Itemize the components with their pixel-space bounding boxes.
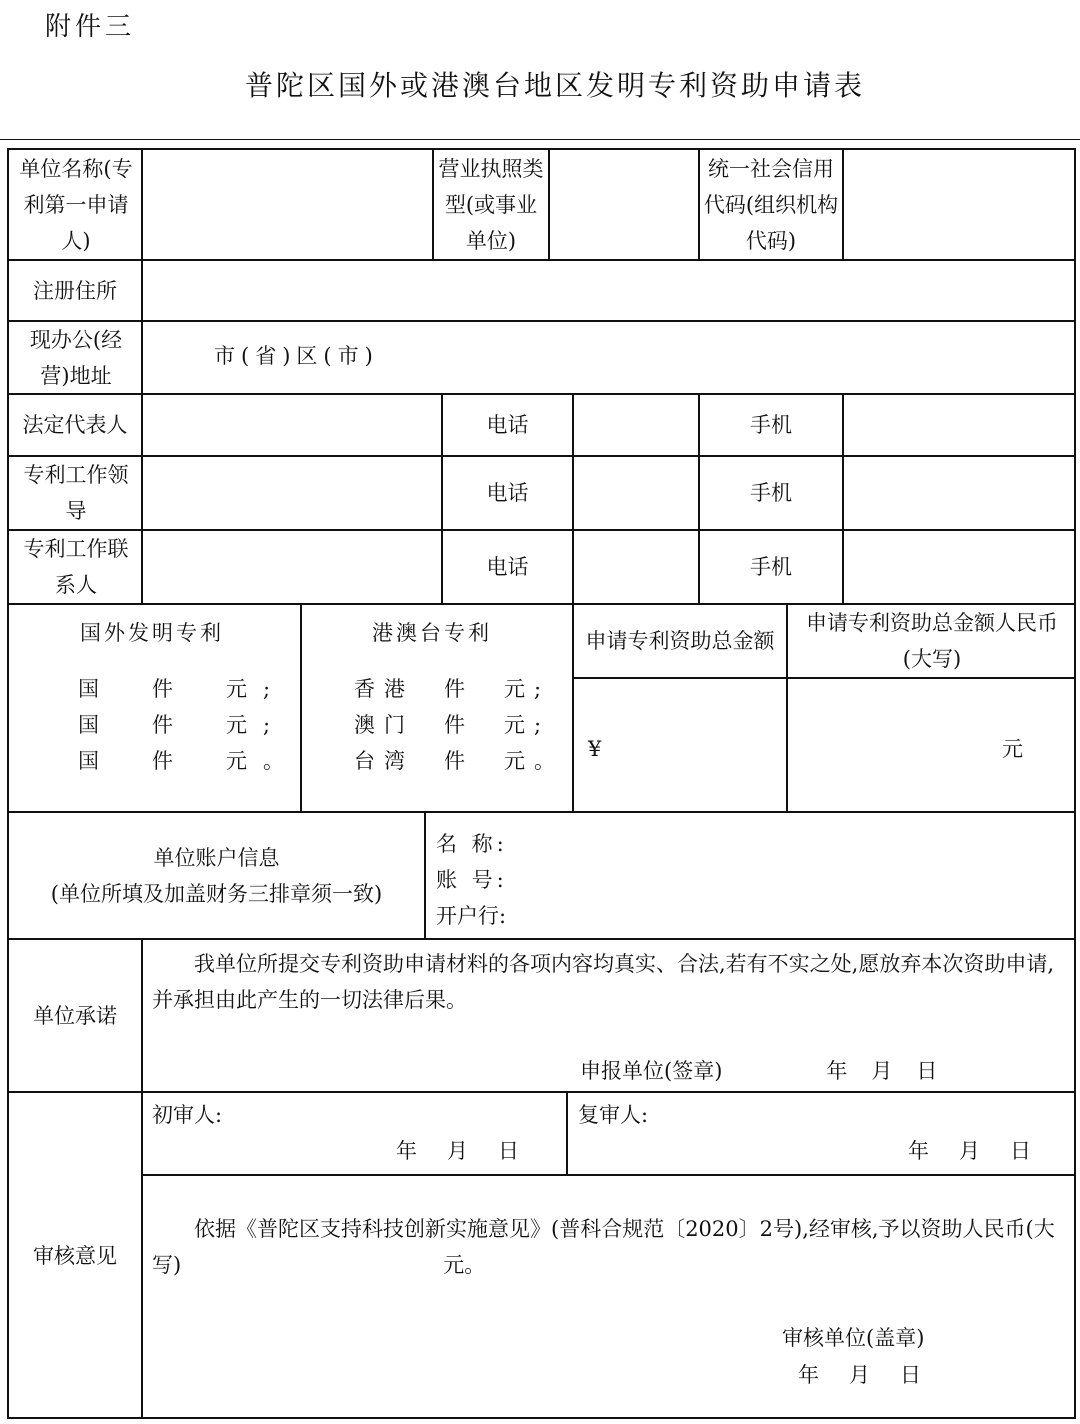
hmt-patent-line-2[interactable]: 澳门 件 元;: [354, 713, 551, 737]
second-review-day: 日: [1010, 1139, 1031, 1163]
commitment-label: 单位承诺: [33, 1003, 117, 1028]
office-address-label: 现办公(经营)地址: [29, 327, 123, 388]
patent-leader-label: 专利工作领导: [23, 463, 129, 523]
patent-leader-phone-label: 电话: [486, 481, 529, 505]
review-unit-day: 日: [900, 1363, 921, 1387]
total-rmb-yuan: 元: [1002, 737, 1023, 761]
registered-address-label: 注册住所: [33, 278, 117, 303]
legal-rep-phone-label: 电话: [486, 413, 529, 437]
account-bank-field[interactable]: [520, 898, 1060, 932]
review-unit-month: 月: [849, 1363, 870, 1387]
patent-leader-mobile-label: 手机: [750, 481, 792, 505]
second-reviewer-label: 复审人:: [578, 1103, 649, 1127]
hmt-patent-line-3[interactable]: 台湾 件 元。: [354, 749, 564, 773]
patent-contact-phone-label: 电话: [486, 555, 529, 579]
review-opinion-text: [152, 1211, 1068, 1283]
first-review-year: 年: [396, 1139, 417, 1163]
foreign-patents-header: 国外发明专利: [80, 621, 224, 645]
account-name-label: 名 称:: [436, 832, 508, 856]
review-opinion-main: 依据《普陀区支持科技创新实施意见》(普科合规范〔2020〕2号),经审核,予以资助人民币(大写): [152, 1217, 1055, 1277]
patent-leader-mobile-field[interactable]: [844, 457, 1074, 529]
second-review-month: 月: [959, 1139, 980, 1163]
unit-name-label: 单位名称(专利第一申请人): [19, 156, 133, 253]
second-review-year: 年: [908, 1139, 929, 1163]
review-unit-label: 审核单位(盖章): [782, 1326, 925, 1350]
commitment-day: 日: [916, 1059, 938, 1083]
registered-address-field[interactable]: [143, 261, 1074, 320]
account-number-label: 账 号:: [436, 868, 508, 892]
patent-contact-phone-field[interactable]: [574, 531, 698, 603]
first-reviewer-date: [396, 1133, 519, 1169]
account-info-label: [9, 813, 424, 938]
credit-code-label: 统一社会信用代码(组织机构代码): [703, 156, 839, 253]
commitment-month: 月: [871, 1059, 893, 1083]
legal-rep-field[interactable]: [143, 395, 441, 455]
account-name-field[interactable]: [520, 826, 1060, 860]
first-reviewer-label: 初审人:: [152, 1103, 223, 1127]
license-type-field[interactable]: [550, 150, 698, 259]
hmt-patents-header: 港澳台专利: [372, 621, 492, 645]
credit-code-field[interactable]: [844, 150, 1074, 259]
commitment-signature: [580, 1053, 937, 1089]
attachment-label: 附件三: [45, 12, 136, 42]
account-info-note: (单位所填及加盖财务三排章须一致): [50, 881, 383, 906]
legal-rep-phone-field[interactable]: [574, 395, 698, 455]
total-amount-field[interactable]: [610, 690, 782, 800]
total-rmb-field[interactable]: [792, 690, 992, 800]
total-rmb-label: 申请专利资助总金额人民币(大写): [806, 611, 1058, 671]
license-type-label: 营业执照类型(或事业单位): [438, 156, 544, 253]
patent-contact-mobile-field[interactable]: [844, 531, 1074, 603]
legal-rep-label: 法定代表人: [22, 413, 128, 437]
patent-contact-label: 专利工作联系人: [23, 537, 129, 597]
account-bank-label: 开户行:: [436, 904, 507, 928]
review-unit-year: 年: [798, 1363, 819, 1387]
total-amount-label: 申请专利资助总金额: [585, 629, 775, 653]
form-title: 普陀区国外或港澳台地区发明专利资助申请表: [244, 69, 865, 102]
foreign-patent-line-2[interactable]: 国 件 元;: [78, 713, 287, 737]
office-address-template[interactable]: 市(省)区(市): [214, 344, 379, 368]
commitment-year: 年: [826, 1059, 848, 1083]
hmt-patent-line-1[interactable]: 香港 件 元;: [354, 677, 551, 701]
commitment-text: 我单位所提交专利资助申请材料的各项内容均真实、合法,若有不实之处,愿放弃本次资助申请,并承担由此产生的一切法律后果。: [152, 952, 1055, 1012]
review-label: 审核意见: [33, 1244, 117, 1268]
patent-leader-phone-field[interactable]: [574, 457, 698, 529]
second-reviewer-date: [908, 1133, 1031, 1169]
foreign-patent-line-3[interactable]: 国 件 元。: [78, 749, 300, 773]
legal-rep-mobile-label: 手机: [750, 413, 792, 437]
commitment-sign-label: 申报单位(签章): [580, 1059, 723, 1083]
foreign-patent-line-1[interactable]: 国 件 元;: [78, 677, 287, 701]
first-review-month: 月: [447, 1139, 468, 1163]
top-rule: [0, 139, 1080, 140]
patent-contact-field[interactable]: [143, 531, 441, 603]
account-number-field[interactable]: [520, 862, 1060, 896]
yen-symbol: ¥: [588, 737, 602, 761]
review-unit-date: [798, 1357, 921, 1393]
first-review-day: 日: [498, 1139, 519, 1163]
account-info-title: 单位账户信息: [153, 845, 280, 870]
unit-name-field[interactable]: [143, 150, 432, 259]
legal-rep-mobile-field[interactable]: [844, 395, 1074, 455]
patent-leader-field[interactable]: [143, 457, 441, 529]
patent-contact-mobile-label: 手机: [750, 555, 792, 579]
review-opinion-yuan: 元。: [443, 1253, 486, 1277]
